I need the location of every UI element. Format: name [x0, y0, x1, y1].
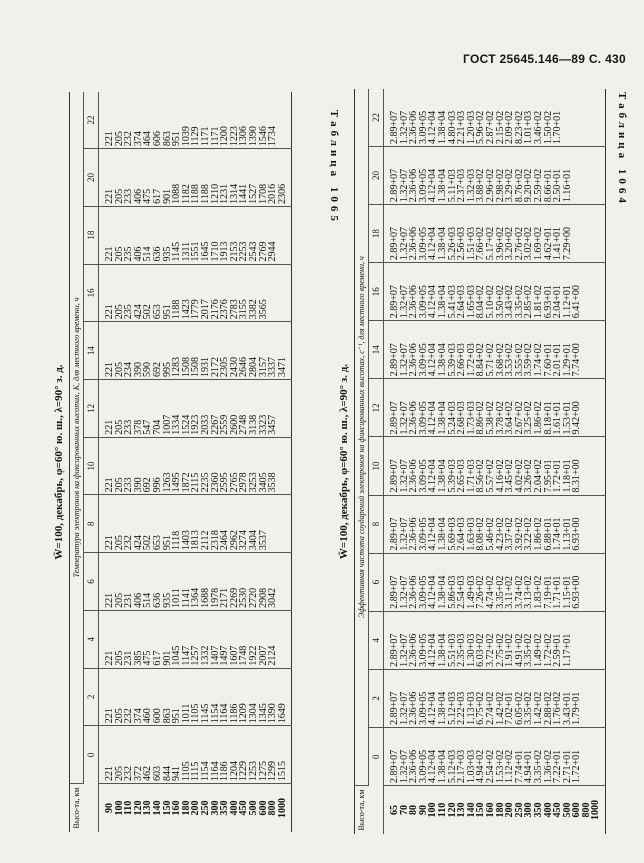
table2-col-header-0: 0 — [369, 727, 384, 785]
table1-column-0: 221 205 232 372 462 603 844 941 1105 1115 1154 1164 1186 1204 1229 1253 1275 1299 1515 — [99, 726, 292, 784]
table1-col-header-8: 8 — [84, 495, 99, 553]
table1-column-16: 221 205 235 424 502 653 951 1188 1423 1779 2017 2176 2376 2783 3155 3382 3565 — [99, 264, 292, 322]
table1-col-header-16: 16 — [84, 264, 99, 322]
table1-column-8: 221 205 232 424 502 653 951 1118 1403 1813 2112 2318 2464 2962 3274 3404 3537 — [99, 495, 292, 553]
table2-col-header-6: 6 — [369, 553, 384, 611]
table2-grid — [354, 89, 606, 834]
table2-title: W̄=100, декабрь, φ=60° ю. ш., λ=90° з. д. — [338, 363, 350, 560]
table1-col-header-14: 14 — [84, 322, 99, 380]
table2-column-6: 2.89+07 1.32+07 2.36+06 3.09+05 4.12+04 1.38+04 5.86+03 2.54+03 1.49+03 7.26+02 4.74+02 3.35+02 3.11+02 3.74+02 3.13+02 1.83+02 7.19+01 1.71+01 1.15+01 6.93+00 — [384, 553, 606, 611]
table2-column-12: 2.89+07 1.32+07 2.36+06 3.09+05 4.12+04 1.38+04 5.24+03 2.68+03 1.73+03 8.86+02 5.38+02 3.78+02 3.64+02 2.67+02 3.25+02 1.86+02 8.18+01 1.61+01 1.53+01 9.42+00 — [384, 379, 606, 437]
table1-column-22: 221 205 232 374 464 606 863 951 1039 1129 1171 1171 1200 1223 1306 1390 1546 1734 — [99, 92, 292, 149]
table1-heights-column: 90 100 110 120 130 140 150 160 180 200 250 300 350 400 450 500 600 800 1000 — [104, 798, 288, 818]
table2-col-header-4: 4 — [369, 611, 384, 669]
table1-column-12: 221 205 233 378 547 704 1007 1334 1524 1923 2033 2267 2559 2600 2748 3138 3323 3457 — [99, 379, 292, 437]
table2-column-2: 2.89+07 1.32+07 2.36+06 3.09+05 4.12+04 1.38+04 5.12+03 2.22+03 1.13+03 6.75+02 2.74+02 1.42+02 7.02+01 6.05+02 3.35+02 1.42+02 2.88+02 1.76+02 3.43+01 1.79+01 — [384, 669, 606, 727]
table2-col-header-16: 16 — [369, 263, 384, 321]
table2-column-16: 2.89+07 1.32+07 2.36+06 3.09+05 4.12+04 1.38+04 5.41+03 2.64+03 1.65+03 8.04+02 5.10+02 3.50+02 3.43+02 3.35+02 2.85+02 1.81+02 6.93+01 2.04+01 1.12+01 6.41+00 — [384, 263, 606, 321]
table2-col-header-8: 8 — [369, 495, 384, 553]
table1-caption: Температура электронов на фиксированных высотах, К, для местного времени, ч — [70, 92, 84, 784]
table1-col-header-4: 4 — [84, 610, 99, 668]
table1-number: Таблица 1064 — [616, 92, 628, 207]
table1-col-header-20: 20 — [84, 149, 99, 207]
table2-caption: Эффективная частота соударений электронов на фиксированных высотах, с⁻¹, для местного времени, ч — [355, 89, 369, 786]
table2-column-10: 2.89+07 1.32+07 2.36+06 3.09+05 4.12+04 1.38+04 5.39+03 2.65+03 1.71+03 8.56+02 5.57+02 4.16+02 3.45+02 4.02+02 3.26+02 2.04+02 7.95+01 1.72+01 1.18+01 8.31+00 — [384, 437, 606, 495]
table1-column-4: 221 205 231 385 475 617 901 1045 1147 1257 1332 1407 1497 1607 1748 1922 2007 2124 — [99, 610, 292, 668]
table1-col-header-2: 2 — [84, 668, 99, 726]
table1-title: W̄=100, декабрь, φ=60° ю. ш., λ=90° з. д. — [53, 364, 65, 560]
table1-column-20: 221 205 233 406 475 617 901 1088 1182 1188 1188 1210 1231 1314 1441 1527 1708 2016 2306 — [99, 149, 292, 207]
table1-col-header-22: 22 — [84, 92, 99, 149]
table2-number: Таблица 1065 — [328, 110, 340, 225]
table2-height-header: Высо-та, км — [355, 786, 384, 835]
table2-column-8: 2.89+07 1.32+07 2.36+06 3.09+05 4.12+04 1.38+04 5.69+03 2.64+03 1.63+03 8.08+02 5.46+02 4.23+02 3.37+02 3.92+02 3.22+02 1.86+02 6.88+01 1.74+01 1.13+01 6.93+00 — [384, 495, 606, 553]
table1-column-14: 221 205 234 390 590 692 995 1283 1508 1508 1931 2172 2305 2430 2646 2804 3157 3337 3471 — [99, 322, 292, 380]
table1-column-18: 221 205 235 406 514 636 935 1145 1311 1551 1645 1710 1913 2153 2253 2543 2769 2944 — [99, 206, 292, 264]
table2 — [338, 89, 606, 834]
table2-column-20: 2.89+07 1.32+07 2.36+06 3.09+05 4.12+04 1.38+04 5.11+03 2.37+03 1.32+03 3.88+02 2.96+02 2.98+02 3.29+02 8.76+02 9.20+02 2.59+02 8.66+01 2.50+01 1.16+01 — [384, 146, 606, 204]
table1-column-6: 221 205 231 406 514 636 935 1011 1141 1364 1688 1978 2171 2269 2530 2720 2908 3042 — [99, 553, 292, 611]
table2-col-header-2: 2 — [369, 669, 384, 727]
table1-col-header-6: 6 — [84, 553, 99, 611]
table2-col-header-14: 14 — [369, 321, 384, 379]
table2-column-4: 2.89+07 1.32+07 2.36+06 3.09+05 4.12+04 1.38+04 5.51+03 2.35+03 1.30+03 6.03+02 3.72+02 2.75+02 1.91+02 4.91+02 3.35+02 1.49+02 1.72+02 2.59+01 1.17+01 — [384, 611, 606, 669]
table2-col-header-12: 12 — [369, 379, 384, 437]
table1-col-header-12: 12 — [84, 379, 99, 437]
table2-col-header-18: 18 — [369, 205, 384, 263]
table1-col-header-0: 0 — [84, 726, 99, 784]
table1 — [53, 92, 292, 832]
page-header: ГОСТ 25645.146—89 С. 430 — [463, 52, 626, 66]
table2-col-header-10: 10 — [369, 437, 384, 495]
table1-column-10: 221 205 233 390 692 996 1263 1495 1872 2115 2235 2360 2595 2765 2978 3253 3405 3538 — [99, 437, 292, 495]
table1-col-header-18: 18 — [84, 206, 99, 264]
table2-col-header-22: 22 — [369, 89, 384, 146]
table2-column-14: 2.89+07 1.32+07 2.36+06 3.09+05 4.12+04 1.38+04 5.39+03 2.66+03 1.72+03 8.84+02 5.71+02 3.68+02 3.53+02 3.55+02 3.59+02 1.74+02 7.60+01 2.01+01 1.29+01 7.74+00 — [384, 321, 606, 379]
table1-height-header: Высо-та, км — [70, 784, 99, 833]
table2-column-0: 2.89+07 1.32+07 2.36+06 3.09+05 4.12+04 1.38+04 5.12+03 2.17+03 1.03+03 4.94+02 2.54+02 1.53+02 1.12+02 7.74+01 4.94+01 3.35+02 1.36+02 7.22+01 2.71+01 1.72+01 — [384, 727, 606, 785]
table1-column-2: 221 205 232 374 460 600 863 951 1011 1105 1145 1154 1164 1186 1209 1304 1345 1390 1649 — [99, 668, 292, 726]
table1-col-header-10: 10 — [84, 437, 99, 495]
table2-column-18: 2.89+07 1.32+07 2.36+06 3.09+05 4.12+04 1.38+04 5.26+03 2.56+03 1.51+03 7.66+02 5.17+02 3.96+02 3.20+02 2.76+02 3.02+02 1.69+02 4.62+01 1.41+01 7.29+00 — [384, 205, 606, 263]
table2-col-header-20: 20 — [369, 146, 384, 204]
table2-heights-column: 65 70 80 90 100 110 120 130 140 150 160 180 200 250 300 350 400 450 500 600 800 1000 — [389, 800, 602, 820]
table2-column-22: 2.89+07 1.32+07 2.36+06 3.09+05 4.12+04 1.38+04 4.80+03 2.21+03 1.20+03 5.96+02 2.87+02 2.15+02 2.09+02 8.23+02 1.01+03 3.46+02 1.50+02 1.70+01 — [384, 89, 606, 146]
table1-grid — [69, 92, 292, 832]
